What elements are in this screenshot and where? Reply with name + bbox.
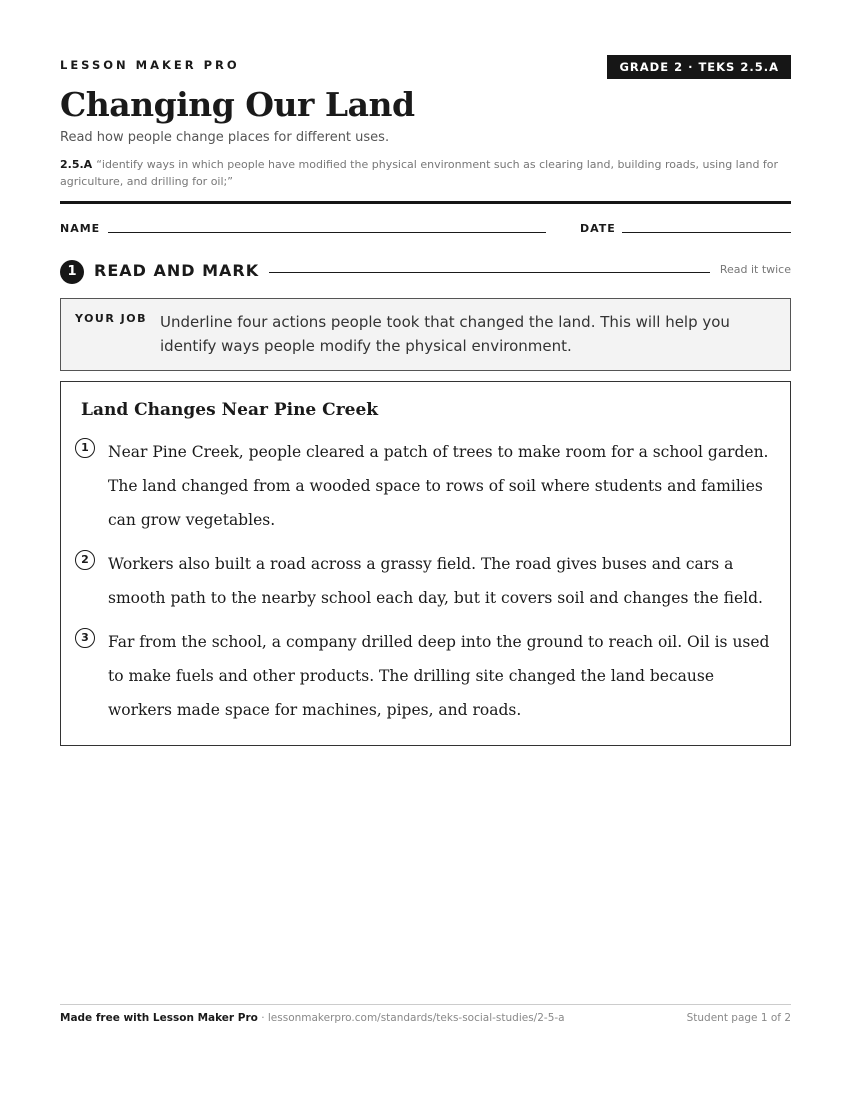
footer-made-with: Made free with Lesson Maker Pro bbox=[60, 1012, 258, 1024]
section-number-badge: 1 bbox=[60, 260, 84, 284]
name-field-line[interactable] bbox=[108, 232, 546, 233]
grade-badge: GRADE 2 · TEKS 2.5.A bbox=[607, 55, 791, 79]
brand-name: LESSON MAKER PRO bbox=[60, 58, 240, 72]
paragraph-number: 3 bbox=[75, 628, 95, 648]
section-note: Read it twice bbox=[719, 263, 791, 276]
paragraph-text[interactable]: Far from the school, a company drilled deep into the ground to reach oil. Oil is used to make fuels and other products. The drilling site changed the land because workers made space for machines, pipes, and roads. bbox=[108, 633, 770, 719]
section-title: READ AND MARK bbox=[94, 261, 260, 280]
header-divider bbox=[60, 201, 791, 204]
your-job-box bbox=[60, 298, 791, 371]
standard-code: 2.5.A bbox=[60, 158, 93, 171]
worksheet-page bbox=[60, 0, 791, 1100]
footer-page-number: Student page 1 of 2 bbox=[686, 1012, 791, 1024]
footer-divider bbox=[60, 1004, 791, 1005]
reading-passage-box bbox=[60, 381, 791, 746]
paragraph-text[interactable]: Near Pine Creek, people cleared a patch of trees to make room for a school garden. The land changed from a wooded space to rows of soil where students and families can grow vegetables. bbox=[108, 443, 769, 529]
paragraph-number: 1 bbox=[75, 438, 95, 458]
paragraph-text[interactable]: Workers also built a road across a grassy field. The road gives buses and cars a smooth path to the nearby school each day, but it covers soil and changes the field. bbox=[108, 555, 763, 607]
date-field-line[interactable] bbox=[622, 232, 791, 233]
page-title: Changing Our Land bbox=[60, 85, 415, 124]
name-label: NAME bbox=[60, 222, 101, 235]
date-label: DATE bbox=[580, 222, 616, 235]
footer-url[interactable]: lessonmakerpro.com/standards/teks-social-studies/2-5-a bbox=[267, 1012, 565, 1024]
your-job-label: YOUR JOB bbox=[75, 312, 147, 325]
paragraph-number: 2 bbox=[75, 550, 95, 570]
standard-description bbox=[60, 156, 791, 190]
standard-text: “identify ways in which people have modified the physical environment such as clearing land, building roads, using land for agriculture, and drilling for oil;” bbox=[60, 158, 779, 188]
your-job-instructions: Underline four actions people took that changed the land. This will help you identify ways people modify the physical environment. bbox=[160, 313, 730, 355]
section-divider bbox=[269, 272, 710, 273]
passage-title: Land Changes Near Pine Creek bbox=[81, 400, 379, 420]
footer-credit bbox=[60, 1012, 565, 1024]
page-subtitle: Read how people change places for different uses. bbox=[60, 130, 390, 145]
footer-separator: · bbox=[257, 1012, 268, 1024]
